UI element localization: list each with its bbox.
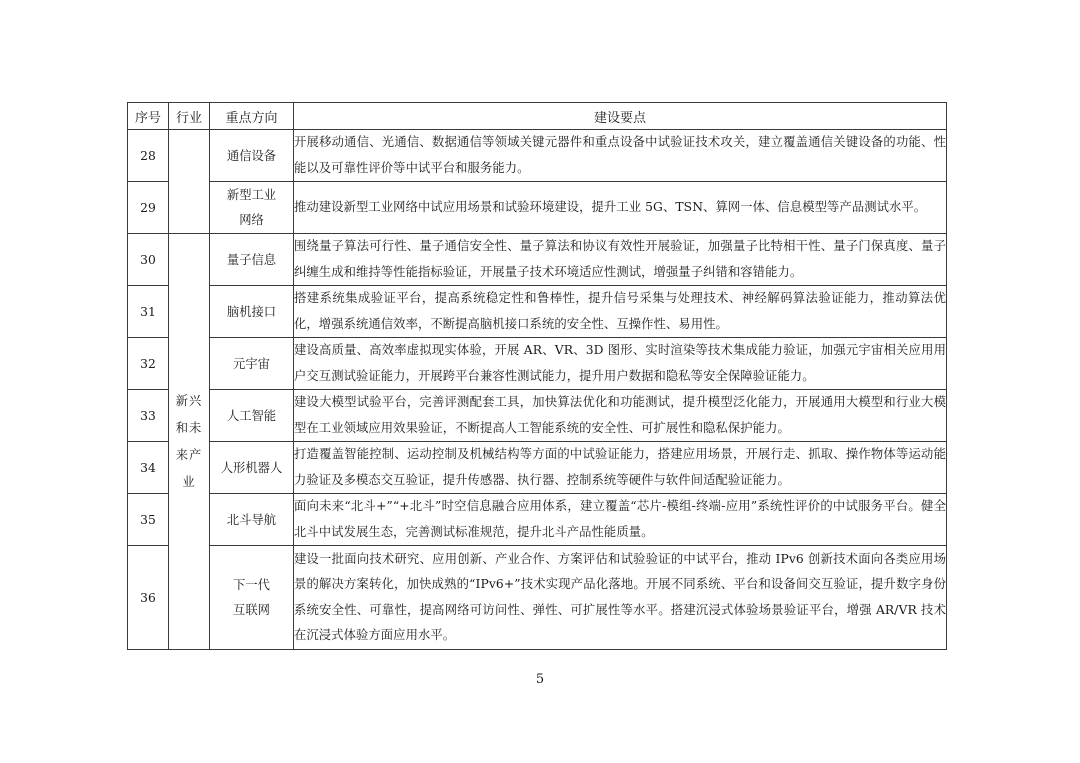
direction-label: 脑机接口 xyxy=(226,304,277,319)
points-cell: 建设高质量、高效率虚拟现实体验，开展 AR、VR、3D 图形、实时渲染等技术集成能力验证，加强元宇宙相关应用用户交互测试验证能力，开展跨平台兼容性测试能力，提升用户数据和隐私等安全保障验证能力。 xyxy=(294,338,947,390)
direction-cell xyxy=(210,546,294,650)
points-cell: 打造覆盖智能控制、运动控制及机械结构等方面的中试验证能力，搭建应用场景，开展行走、抓取、操作物体等运动能力验证及多模态交互验证，提升传感器、执行器、控制系统等硬件与软件间适配验证能力。 xyxy=(294,442,947,494)
row-number: 33 xyxy=(128,390,169,442)
header-no: 序号 xyxy=(128,103,169,130)
row-number: 28 xyxy=(128,130,169,182)
points-cell: 搭建系统集成验证平台，提高系统稳定性和鲁棒性，提升信号采集与处理技术、神经解码算法验证能力，推动算法优化，增强系统通信效率，不断提高脑机接口系统的安全性、互操作性、易用性。 xyxy=(294,286,947,338)
row-number: 35 xyxy=(128,494,169,546)
table-row xyxy=(128,494,947,546)
direction-cell xyxy=(210,286,294,338)
table-row xyxy=(128,182,947,234)
direction-label: 下一代互联网 xyxy=(233,577,270,617)
direction-cell xyxy=(210,234,294,286)
row-number: 34 xyxy=(128,442,169,494)
row-number: 29 xyxy=(128,182,169,234)
points-cell: 推动建设新型工业网络中试应用场景和试验环境建设，提升工业 5G、TSN、算网一体、信息模型等产品测试水平。 xyxy=(294,182,947,234)
direction-cell xyxy=(210,130,294,182)
industry-label: 新兴和未来产业 xyxy=(175,393,203,489)
row-number: 32 xyxy=(128,338,169,390)
construction-points-table xyxy=(127,102,947,650)
direction-cell xyxy=(210,442,294,494)
row-number: 30 xyxy=(128,234,169,286)
table-row xyxy=(128,338,947,390)
header-direction: 重点方向 xyxy=(210,103,294,130)
direction-cell xyxy=(210,390,294,442)
table-header-row xyxy=(128,103,947,130)
table-row xyxy=(128,130,947,182)
industry-cell xyxy=(169,234,210,650)
direction-label: 通信设备 xyxy=(226,148,277,163)
header-industry: 行业 xyxy=(169,103,210,130)
points-cell: 建设一批面向技术研究、应用创新、产业合作、方案评估和试验验证的中试平台，推动 IPv6 创新技术面向各类应用场景的解决方案转化，加快成熟的“IPv6+”技术实现产品化落地。开展不同系统、平台和设备间交互验证，提升数字身份系统安全性、可靠性，提高网络可访问性、弹性、可扩展性等水平。搭建沉浸式体验场景验证平台，增强 AR/VR 技术在沉浸式体验方面应用水平。 xyxy=(294,546,947,650)
direction-cell xyxy=(210,338,294,390)
industry-cell xyxy=(169,130,210,234)
row-number: 36 xyxy=(128,546,169,650)
page-number: 5 xyxy=(535,672,545,687)
table-row xyxy=(128,390,947,442)
table-row xyxy=(128,442,947,494)
table-row xyxy=(128,286,947,338)
row-number: 31 xyxy=(128,286,169,338)
table-row xyxy=(128,546,947,650)
points-cell: 围绕量子算法可行性、量子通信安全性、量子算法和协议有效性开展验证，加强量子比特相干性、量子门保真度、量子纠缠生成和维持等性能指标验证，开展量子技术环境适应性测试，增强量子纠错和容错能力。 xyxy=(294,234,947,286)
points-cell: 开展移动通信、光通信、数据通信等领域关键元器件和重点设备中试验证技术攻关，建立覆盖通信关键设备的功能、性能以及可靠性评价等中试平台和服务能力。 xyxy=(294,130,947,182)
direction-cell xyxy=(210,182,294,234)
direction-label: 人工智能 xyxy=(226,408,277,423)
header-points: 建设要点 xyxy=(294,103,947,130)
direction-label: 新型工业网络 xyxy=(226,187,277,227)
direction-cell xyxy=(210,494,294,546)
direction-label: 人形机器人 xyxy=(220,460,283,475)
direction-label: 量子信息 xyxy=(226,252,277,267)
points-cell: 建设大模型试验平台，完善评测配套工具，加快算法优化和功能测试，提升模型泛化能力，开展通用大模型和行业大模型在工业领域应用效果验证，不断提高人工智能系统的安全性、可扩展性和隐私保护能力。 xyxy=(294,390,947,442)
direction-label: 北斗导航 xyxy=(226,512,277,527)
points-cell: 面向未来“北斗+”“+北斗”时空信息融合应用体系，建立覆盖“芯片-模组-终端-应用”系统性评价的中试服务平台。健全北斗中试发展生态，完善测试标准规范，提升北斗产品性能质量。 xyxy=(294,494,947,546)
direction-label: 元宇宙 xyxy=(233,356,270,371)
table-row xyxy=(128,234,947,286)
